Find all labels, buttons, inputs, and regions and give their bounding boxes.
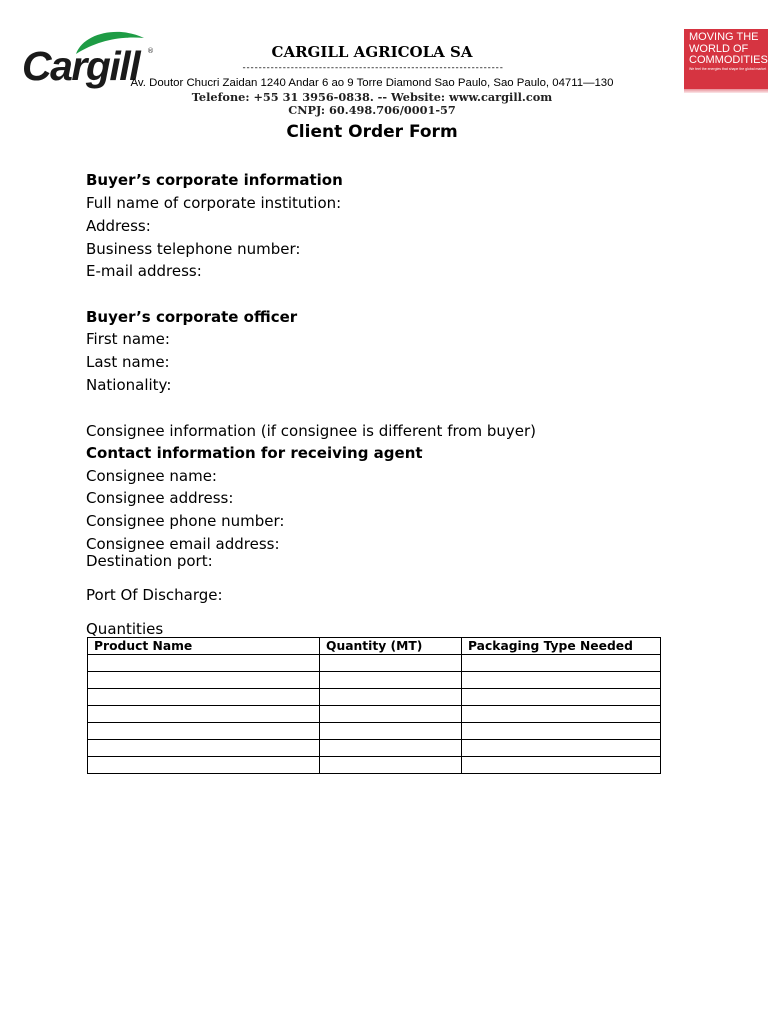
table-cell[interactable]: [320, 723, 462, 740]
logo-wordmark: Cargill: [22, 43, 140, 89]
col-header-packaging: Packaging Type Needed: [462, 638, 661, 655]
table-cell[interactable]: [462, 655, 661, 672]
consignee-email-label: Consignee email address:: [86, 535, 280, 553]
table-cell[interactable]: [88, 672, 320, 689]
consignee-note: Consignee information (if consignee is different from buyer): [86, 422, 537, 440]
table-cell[interactable]: [88, 655, 320, 672]
table-cell[interactable]: [88, 757, 320, 774]
company-address: Av. Doutor Chucri Zaidan 1240 Andar 6 ao 9 Torre Diamond Sao Paulo, Sao Paulo, 04711—130: [130, 77, 614, 89]
table-cell[interactable]: [462, 706, 661, 723]
company-name: CARGILL AGRICOLA SA: [271, 43, 473, 61]
nationality-label: Nationality:: [86, 376, 172, 394]
consignee-phone-label: Consignee phone number:: [86, 512, 285, 530]
table-row: [88, 740, 661, 757]
first-name-label: First name:: [86, 330, 170, 348]
company-telephone-website: Telefone: +55 31 3956-0838. -- Website: www.cargill.com: [191, 90, 553, 104]
table-cell[interactable]: [320, 706, 462, 723]
consignee-name-label: Consignee name:: [86, 467, 217, 485]
receiving-agent-heading: Contact information for receiving agent: [86, 444, 423, 462]
quantities-table-body: [88, 655, 661, 774]
table-cell[interactable]: [320, 655, 462, 672]
banner-title: MOVING THE WORLD OF COMMODITIES: [689, 31, 768, 66]
destination-port-label: Destination port:: [86, 552, 213, 570]
table-row: [88, 757, 661, 774]
last-name-label: Last name:: [86, 353, 170, 371]
table-cell[interactable]: [462, 689, 661, 706]
email-label: E-mail address:: [86, 262, 202, 280]
table-header-row: [88, 638, 661, 655]
table-cell[interactable]: [462, 757, 661, 774]
quantities-label: Quantities: [86, 620, 164, 638]
buyer-info-heading: Buyer’s corporate information: [86, 171, 343, 189]
table-cell[interactable]: [88, 740, 320, 757]
quantities-table: [87, 637, 661, 774]
table-cell[interactable]: [88, 723, 320, 740]
registered-mark: ®: [147, 47, 154, 55]
telephone-label: Business telephone number:: [86, 240, 301, 258]
consignee-address-label: Consignee address:: [86, 489, 234, 507]
officer-heading: Buyer’s corporate officer: [86, 308, 298, 326]
banner-shadow: [684, 89, 768, 93]
port-of-discharge-label: Port Of Discharge:: [86, 586, 223, 604]
full-name-label: Full name of corporate institution:: [86, 194, 342, 212]
commodities-banner: [684, 29, 768, 89]
table-row: [88, 706, 661, 723]
col-header-product-name: Product Name: [88, 638, 320, 655]
banner-tagline: We feel the energies that shape the global market: [689, 67, 767, 71]
table-cell[interactable]: [462, 672, 661, 689]
table-row: [88, 655, 661, 672]
table-row: [88, 672, 661, 689]
col-header-quantity: Quantity (MT): [320, 638, 462, 655]
table-cell[interactable]: [320, 689, 462, 706]
company-cnpj: CNPJ: 60.498.706/0001-57: [288, 103, 456, 117]
table-cell[interactable]: [320, 740, 462, 757]
table-cell[interactable]: [462, 740, 661, 757]
table-cell[interactable]: [320, 672, 462, 689]
address-label: Address:: [86, 217, 151, 235]
table-cell[interactable]: [462, 723, 661, 740]
table-cell[interactable]: [88, 706, 320, 723]
table-row: [88, 689, 661, 706]
table-cell[interactable]: [88, 689, 320, 706]
form-title: Client Order Form: [286, 122, 458, 142]
table-row: [88, 723, 661, 740]
header-divider: -----------------------------------------------------------------: [241, 63, 503, 73]
table-cell[interactable]: [320, 757, 462, 774]
